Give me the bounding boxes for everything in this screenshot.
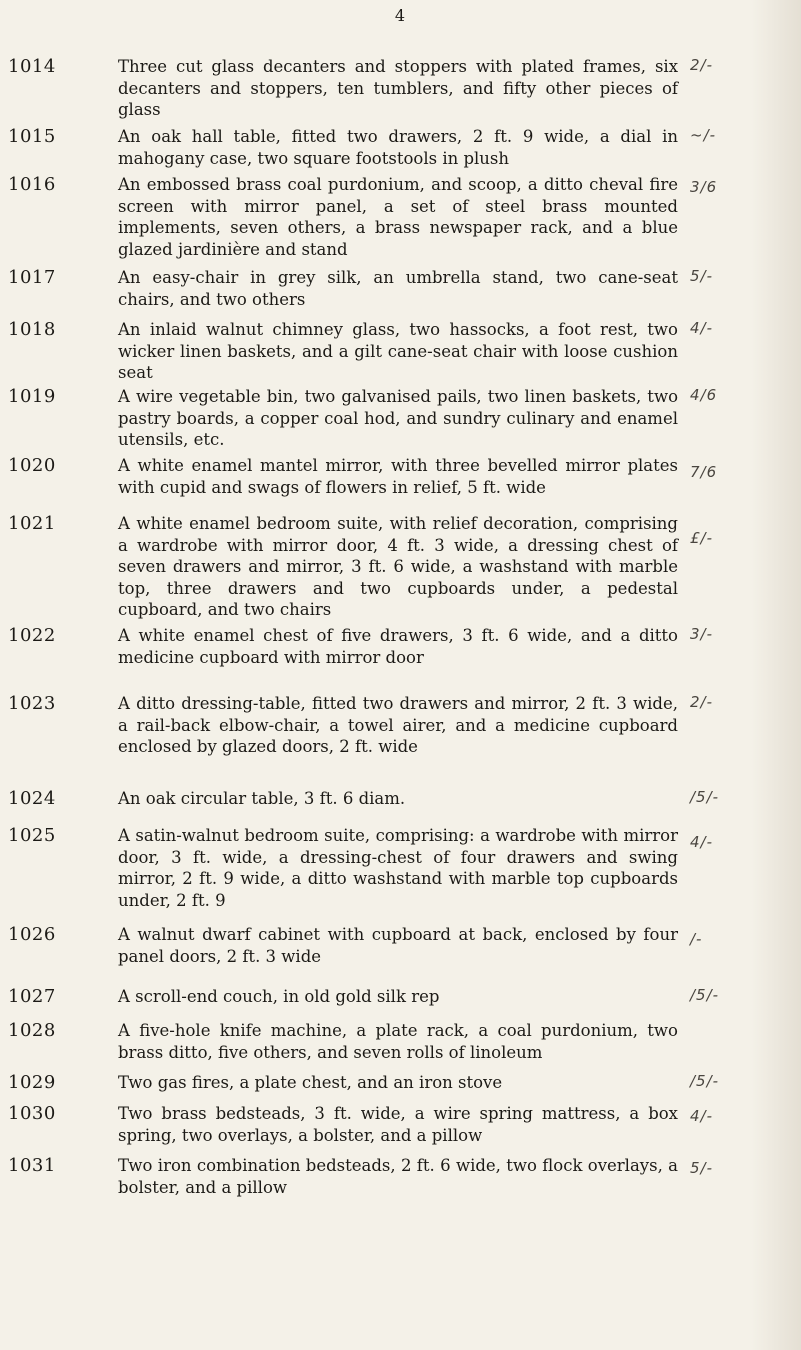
- lot-description: A white enamel bedroom suite, with relief decoration, comprising a wardrobe with mirror door, 4 ft. 3 wide, a dressing chest of seven drawers and mirror, 3 ft. 6 wide, a washstand with marble top, three drawers and two cupboards under, a pedestal cupboard, and two chairs: [118, 514, 678, 619]
- handwritten-price: 5/-: [690, 1159, 714, 1177]
- lot-number: 1025: [8, 825, 56, 846]
- lot-description: Two iron combination bedsteads, 2 ft. 6 wide, two flock overlays, a bolster, and a pillow: [118, 1156, 678, 1197]
- lot-number: 1018: [8, 319, 56, 340]
- lot-number: 1024: [8, 788, 56, 809]
- lot-number: 1023: [8, 693, 56, 714]
- handwritten-price: 5/-: [690, 267, 714, 285]
- handwritten-price: 2/-: [690, 56, 714, 74]
- lot-number: 1016: [8, 174, 56, 195]
- lot-number: 1029: [8, 1072, 56, 1093]
- lot-number: 1027: [8, 986, 56, 1007]
- handwritten-price: /-: [690, 930, 703, 948]
- handwritten-price: /5/-: [690, 1072, 720, 1090]
- handwritten-price: 2/-: [690, 693, 714, 711]
- lot-number: 1026: [8, 924, 56, 945]
- handwritten-price: 4/-: [690, 1107, 714, 1125]
- handwritten-price: 3/-: [690, 625, 714, 643]
- lot-description: A white enamel mantel mirror, with three bevelled mirror plates with cupid and swags of flowers in relief, 5 ft. wide: [118, 456, 678, 497]
- lot-description: A scroll-end couch, in old gold silk rep: [118, 987, 440, 1006]
- lot-description: An easy-chair in grey silk, an umbrella stand, two cane-seat chairs, and two others: [118, 268, 678, 309]
- lot-number: 1017: [8, 267, 56, 288]
- lot-number: 1030: [8, 1103, 56, 1124]
- lot-number: 1019: [8, 386, 56, 407]
- lot-number: 1022: [8, 625, 56, 646]
- handwritten-price: 3/6: [690, 178, 718, 196]
- lot-number: 1028: [8, 1020, 56, 1041]
- lot-description: A white enamel chest of five drawers, 3 ft. 6 wide, and a ditto medicine cupboard with mirror door: [118, 626, 678, 667]
- lot-description: An oak circular table, 3 ft. 6 diam.: [118, 789, 406, 808]
- lot-description: Two brass bedsteads, 3 ft. wide, a wire spring mattress, a box spring, two overlays, a bolster, and a pillow: [118, 1104, 678, 1145]
- handwritten-price: ~/-: [690, 126, 717, 144]
- page-shadow-edge: [751, 0, 801, 1350]
- handwritten-price: 4/6: [690, 386, 718, 404]
- lot-description: An oak hall table, fitted two drawers, 2 ft. 9 wide, a dial in mahogany case, two square footstools in plush: [118, 127, 678, 168]
- lot-number: 1020: [8, 455, 56, 476]
- lot-description: A ditto dressing-table, fitted two drawers and mirror, 2 ft. 3 wide, a rail-back elbow-chair, a towel airer, and a medicine cupboard enclosed by glazed doors, 2 ft. wide: [118, 694, 678, 756]
- lot-description: A wire vegetable bin, two galvanised pails, two linen baskets, two pastry boards, a copper coal hod, and sundry culinary and enamel utensils, etc.: [118, 387, 678, 449]
- lot-description: An inlaid walnut chimney glass, two hassocks, a foot rest, two wicker linen baskets, and a gilt cane-seat chair with loose cushion seat: [118, 320, 678, 382]
- lot-description: A walnut dwarf cabinet with cupboard at back, enclosed by four panel doors, 2 ft. 3 wide: [118, 925, 678, 966]
- lot-description: Two gas fires, a plate chest, and an iron stove: [118, 1073, 503, 1092]
- lot-number: 1015: [8, 126, 56, 147]
- lot-number: 1014: [8, 56, 56, 77]
- lot-description: Three cut glass decanters and stoppers with plated frames, six decanters and stoppers, ten tumblers, and fifty other pieces of glass: [118, 57, 678, 119]
- lot-number: 1021: [8, 513, 56, 534]
- handwritten-price: 4/-: [690, 319, 714, 337]
- handwritten-price: 4/-: [690, 833, 714, 851]
- handwritten-price: 7/6: [690, 463, 718, 481]
- handwritten-price: /5/-: [690, 986, 720, 1004]
- handwritten-price: /5/-: [690, 788, 720, 806]
- lot-description: A satin-walnut bedroom suite, comprising: a wardrobe with mirror door, 3 ft. wide, a dressing-chest of four drawers and swing mirror, 2 ft. 9 wide, a ditto washstand with marble top cupboards under, 2 ft. 9: [118, 826, 678, 910]
- handwritten-price: £/-: [690, 529, 714, 547]
- page-number: 4: [394, 6, 406, 25]
- lot-description: A five-hole knife machine, a plate rack, a coal purdonium, two brass ditto, five others, and seven rolls of linoleum: [118, 1021, 678, 1062]
- lot-description: An embossed brass coal purdonium, and scoop, a ditto cheval fire screen with mirror panel, a set of steel brass mounted implements, seven others, a brass newspaper rack, and a blue glazed jardinière and stand: [118, 175, 678, 259]
- lot-number: 1031: [8, 1155, 56, 1176]
